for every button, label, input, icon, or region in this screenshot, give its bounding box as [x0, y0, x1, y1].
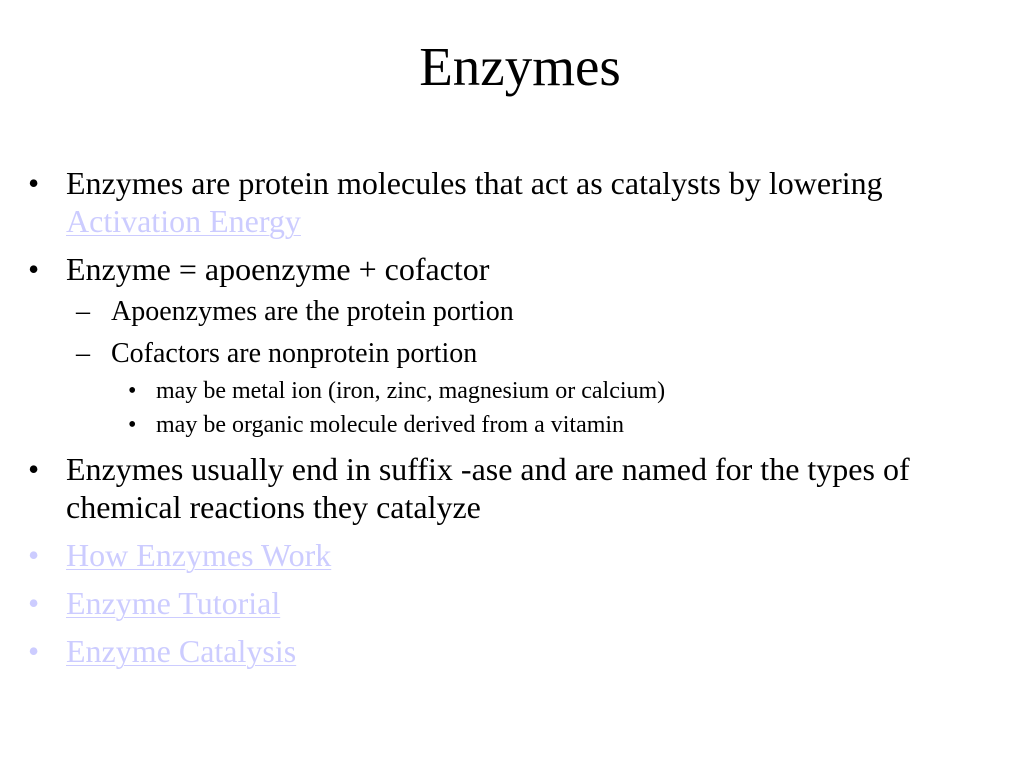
bullet-text: Enzyme = apoenzyme + cofactor [66, 251, 490, 287]
bullet-enzyme-formula [0, 250, 1024, 288]
bullet-icon: • [28, 537, 40, 573]
bullet-text: Enzymes usually end in suffix -ase and are named for the types of chemical reactions they catalyze [66, 451, 910, 525]
sub-sub-bullet-metal-ion [0, 376, 1024, 406]
bullet-icon: • [128, 412, 137, 438]
sub-bullet-apoenzymes [0, 294, 1024, 330]
sub-bullet-cofactors [0, 336, 1024, 372]
bullet-text: Enzymes are protein molecules that act as catalysts by lowering [66, 165, 883, 201]
sub-sub-bullet-text: may be metal ion (iron, zinc, magnesium or calcium) [156, 378, 666, 404]
dash-icon: – [76, 296, 90, 327]
dash-icon: – [76, 338, 90, 369]
enzyme-catalysis-link[interactable]: Enzyme Catalysis [66, 633, 297, 669]
bullet-icon: • [28, 585, 40, 621]
enzyme-tutorial-link[interactable]: Enzyme Tutorial [66, 585, 281, 621]
slide-content [0, 164, 1024, 670]
bullet-icon: • [128, 378, 137, 404]
sub-bullet-text: Apoenzymes are the protein portion [111, 296, 514, 327]
activation-energy-link[interactable]: Activation Energy [66, 203, 301, 239]
bullet-icon: • [28, 251, 40, 287]
bullet-enzyme-naming [0, 450, 1024, 526]
slide-title: Enzymes [419, 36, 621, 97]
sub-sub-bullet-organic-molecule [0, 410, 1024, 440]
bullet-icon: • [28, 451, 40, 487]
bullet-icon: • [28, 165, 40, 201]
sub-sub-bullet-text: may be organic molecule derived from a vitamin [156, 412, 625, 438]
bullet-enzymes-definition [0, 164, 1024, 240]
sub-bullet-text: Cofactors are nonprotein portion [111, 338, 478, 369]
bullet-link-enzyme-tutorial [0, 584, 1024, 622]
bullet-link-how-enzymes-work [0, 536, 1024, 574]
bullet-link-enzyme-catalysis [0, 632, 1024, 670]
how-enzymes-work-link[interactable]: How Enzymes Work [66, 537, 332, 573]
bullet-icon: • [28, 633, 40, 669]
